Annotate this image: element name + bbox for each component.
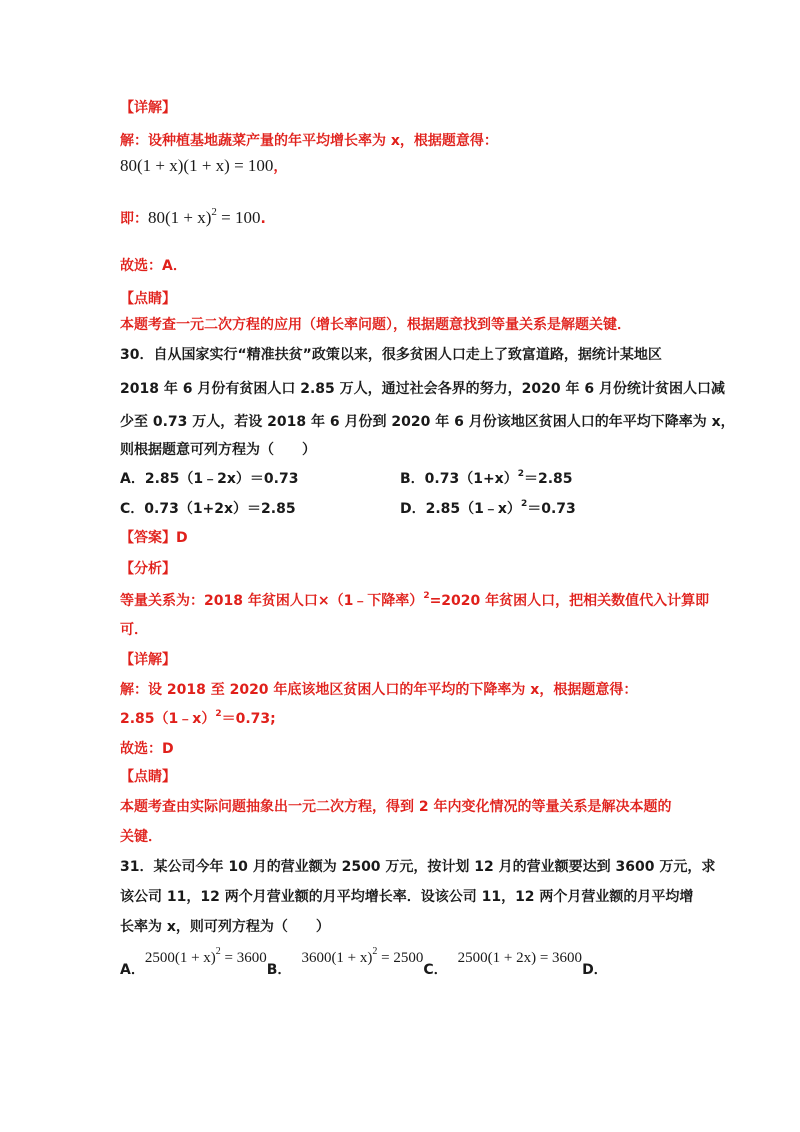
comment-heading: 【点睛】 <box>120 291 176 307</box>
equation-1 <box>120 156 287 177</box>
q30-detail-line-2: 2.85（1﹣x）$^2$＝0.73; <box>120 709 276 727</box>
q30-comment-line-1: 本题考查由实际问题抽象出一元二次方程，得到 2 年内变化情况的等量关系是解决本题的 <box>120 799 672 815</box>
q30-comment-line-2: 关键． <box>120 829 162 845</box>
q31-option-c-label: C． <box>423 962 448 978</box>
comment-text: 本题考查一元二次方程的应用（增长率问题），根据题意找到等量关系是解题关键． <box>120 317 631 333</box>
q31-options <box>120 946 608 978</box>
q30-detail-line-1: 解：设 2018 至 2020 年底该地区贫困人口的年平均的下降率为 x，根据题意得： <box>120 682 638 698</box>
q31-option-b-math: 3600(1 + x) <box>301 950 373 966</box>
q30-comment-heading: 【点睛】 <box>120 769 176 785</box>
q31-line-3: 长率为 x，则可列方程为（ ） <box>120 919 330 935</box>
q30-choice: 故选：D <box>120 741 174 757</box>
q30-option-b: B．$0.73(1+x)^2=2.85$ <box>400 469 573 487</box>
q30-analysis-heading: 【分析】 <box>120 561 176 577</box>
equation-1-punct: ， <box>273 159 288 175</box>
equation-2-prefix: 即： <box>120 211 148 227</box>
detail-heading: 【详解】 <box>120 100 176 116</box>
q31-option-b-rest: = 2500 <box>377 950 424 966</box>
q30-detail-heading: 【详解】 <box>120 652 176 668</box>
q30-line-4: 则根据题意可列方程为（ ） <box>120 442 316 458</box>
q31-option-b-exponent: 2 <box>372 946 378 957</box>
q30-option-d: D．2.85（1﹣x）$^2$＝0.73 <box>400 499 576 517</box>
equation-2-main: 80(1 + x) <box>148 208 212 227</box>
q31-option-d-label: D． <box>582 962 608 978</box>
q31-option-a-exponent: 2 <box>215 946 221 957</box>
equation-1-math: 80(1 + x)(1 + x) = 100 <box>120 156 274 175</box>
q30-answer: 【答案】D <box>120 530 188 546</box>
q31-option-a-label: A． <box>120 962 145 978</box>
solution-setup: 解：设种植基地蔬菜产量的年平均增长率为 x，根据题意得： <box>120 133 498 149</box>
q30-option-c: C．0.73（1+2x）＝2.85 <box>120 501 296 517</box>
q30-line-1: 30．自从国家实行“精准扶贫”政策以来，很多贫困人口走上了致富道路，据统计某地区 <box>120 347 662 363</box>
answer-choice-a: 故选：A． <box>120 258 187 274</box>
q30-analysis-line-1: 等量关系为：2018 年贫困人口×（1﹣下降率）$^2$=2020 年贫困人口，把相关数值代入计算即 <box>120 591 710 609</box>
q31-option-a-math: 2500(1 + x) <box>144 950 216 966</box>
q30-line-2: 2018 年 6 月份有贫困人口 2.85 万人，通过社会各界的努力，2020 年 6 月份统计贫困人口减 <box>120 381 725 397</box>
q30-line-3: 少至 0.73 万人，若设 2018 年 6 月份到 2020 年 6 月份该地区贫困人口的年平均下降率为 x， <box>120 414 735 430</box>
q31-option-b-label: B． <box>266 962 292 978</box>
q31-option-a-rest: = 3600 <box>220 950 267 966</box>
equation-2-punct: . <box>260 211 266 227</box>
q31-line-1: 31．某公司今年 10 月的营业额为 2500 万元，按计划 12 月的营业额要达到 3600 万元，求 <box>120 859 716 875</box>
q31-option-c-math: 2500(1 + 2x) = 3600 <box>457 950 583 966</box>
q30-analysis-line-2: 可． <box>120 622 148 638</box>
q31-line-2: 该公司 11，12 两个月营业额的月平均增长率．设该公司 11，12 两个月营业额的月平均增 <box>120 889 694 905</box>
q30-option-a: A．2.85（1﹣2x）＝0.73 <box>120 471 299 487</box>
equation-2-exponent: 2 <box>211 206 217 218</box>
equation-2-rest: = 100 <box>216 208 261 227</box>
equation-2 <box>120 208 266 230</box>
